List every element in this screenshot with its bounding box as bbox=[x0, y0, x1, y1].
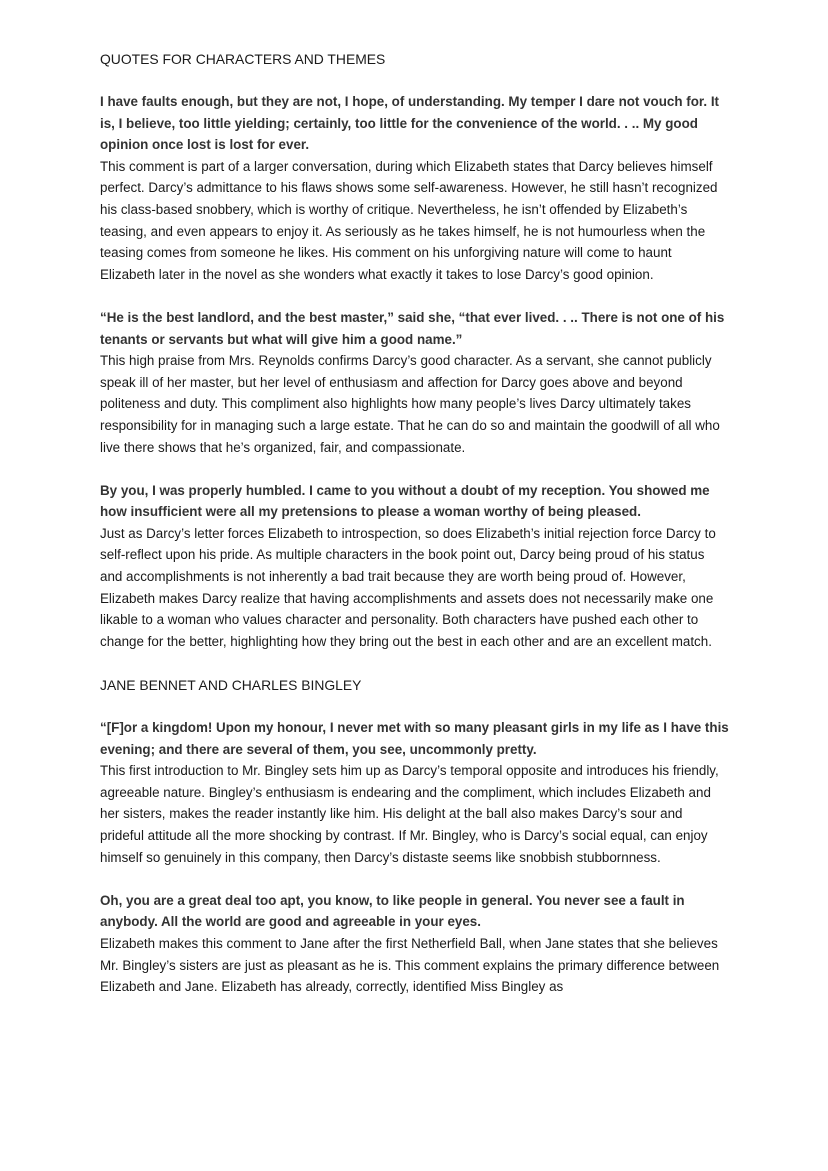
quote-text: By you, I was properly humbled. I came to you without a doubt of my reception. You showed me how insufficient were all my pretensions to please a woman worthy of being pleased. bbox=[100, 482, 710, 520]
quote-text: I have faults enough, but they are not, I hope, of understanding. My temper I dare not vouch for. It is, I believe, too little yielding; certainly, too little for the convenience of the world. . .. My good opinion once lost is lost for ever. bbox=[100, 94, 719, 153]
section-heading: JANE BENNET AND CHARLES BINGLEY bbox=[100, 677, 362, 694]
commentary-text: This comment is part of a larger conversation, during which Elizabeth states that Darcy believes himself perfect. Darcy’s admittance to his flaws shows some self-awareness. However, he still hasn’t recognized his class-based snobbery, which is worthy of critique. Nevertheless, he isn’t offended by Elizabeth’s teasing, and even appears to enjoy it. As seriously as he takes himself, he is not humourless when the teasing comes from someone he likes. His comment on his unforgiving nature will come to haunt Elizabeth later in the novel as she wonders what exactly it takes to lose Darcy’s good opinion. bbox=[100, 158, 718, 282]
quote-text: “[F]or a kingdom! Upon my honour, I never met with so many pleasant girls in my life as I have this evening; and there are several of them, you see, uncommonly pretty. bbox=[100, 720, 729, 757]
quote-block bbox=[100, 717, 730, 868]
quote-text: Oh, you are a great deal too apt, you know, to like people in general. You never see a fault in anybody. All the world are good and agreeable in your eyes. bbox=[100, 892, 685, 930]
commentary-text: This first introduction to Mr. Bingley sets him up as Darcy’s temporal opposite and introduces his friendly, agreeable nature. Bingley’s enthusiasm is endearing and the compliment, which includes Elizabeth and her sisters, makes the reader instantly like him. His delight at the ball also makes Darcy’s sour and prideful attitude all the more shocking by contrast. If Mr. Bingley, who is Darcy’s social equal, can enjoy himself so genuinely in this company, then Darcy’s distaste seems like snobbish stubbornness. bbox=[100, 763, 719, 865]
quote-block bbox=[100, 890, 730, 998]
commentary-text: Elizabeth makes this comment to Jane after the first Netherfield Ball, when Jane states that she believes Mr. Bingley’s sisters are just as pleasant as he is. This comment explains the primary difference between Elizabeth and Jane. Elizabeth has already, correctly, identified Miss Bingley as bbox=[100, 935, 720, 995]
quote-text: “He is the best landlord, and the best master,” said she, “that ever lived. . .. There is not one of his tenants or servants but what will give him a good name.” bbox=[100, 309, 725, 347]
quote-block bbox=[100, 480, 730, 653]
document-title: QUOTES FOR CHARACTERS AND THEMES bbox=[100, 51, 386, 67]
commentary-text: Just as Darcy’s letter forces Elizabeth to introspection, so does Elizabeth’s initial rejection force Darcy to self-reflect upon his pride. As multiple characters in the book point out, Darcy being proud of his status and accomplishments is not inherently a bad trait because they are worth being proud of. However, Elizabeth makes Darcy realize that having accomplishments and assets does not necessarily make one likable to a woman who values character and personality. Both characters have pushed each other to change for the better, highlighting how they bring out the best in each other and are an excellent match. bbox=[100, 525, 716, 649]
quote-block bbox=[100, 307, 730, 458]
document-page bbox=[100, 48, 730, 1019]
commentary-text: This high praise from Mrs. Reynolds confirms Darcy’s good character. As a servant, she cannot publicly speak ill of her master, but her level of enthusiasm and affection for Darcy goes above and beyond politeness and duty. This compliment also highlights how many people’s lives Darcy ultimately takes responsibility for in managing such a large estate. That he can do so and maintain the goodwill of all who live there shows that he’s organized, fair, and compassionate. bbox=[100, 353, 720, 455]
quote-block bbox=[100, 91, 730, 285]
